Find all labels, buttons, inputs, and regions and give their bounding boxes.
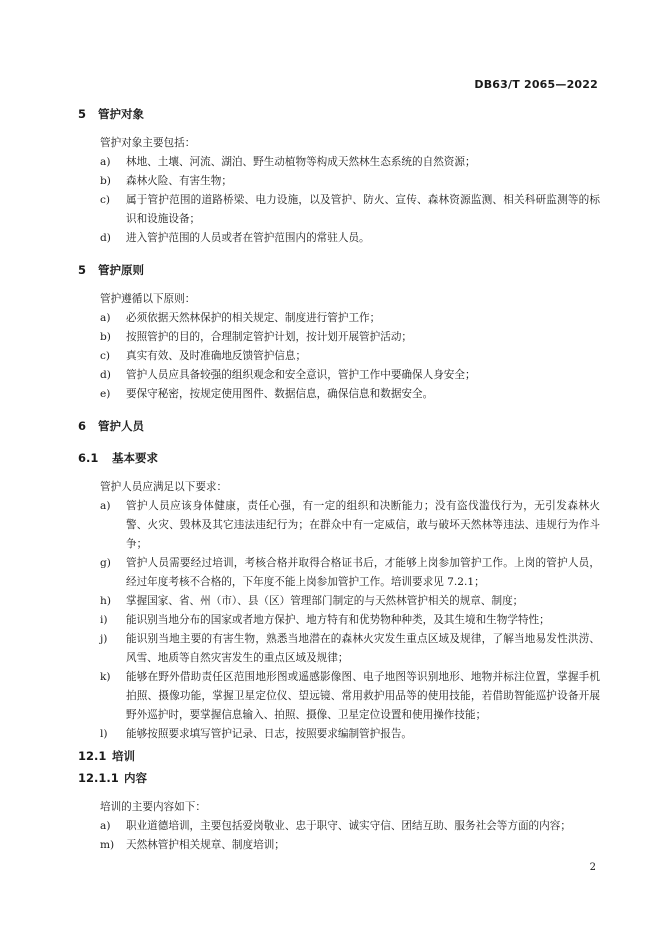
standard-code: DB63/T 2065—2022 bbox=[474, 78, 598, 91]
section-intro: 培训的主要内容如下： bbox=[100, 801, 206, 813]
list-text: 能够在野外借助责任区范围地形图或遥感影像图、电子地图等识别地形、地物并标注位置，掌握手机拍照、摄像功能，掌握卫星定位仪、望远镜、常用救护用品等的使用技能，若借助智能巡护设备开展野外巡护时，要掌握信息输入、拍照、摄像、卫星定位设置和使用操作技能； bbox=[126, 671, 600, 721]
list-label: b) bbox=[100, 175, 111, 187]
list-item bbox=[78, 611, 600, 630]
list-text: 林地、土壤、河流、湖泊、野生动植物等构成天然林生态系统的自然资源； bbox=[126, 156, 476, 168]
list-label: c) bbox=[100, 194, 111, 206]
list-item bbox=[78, 347, 600, 366]
list-item bbox=[78, 554, 600, 592]
subsection-heading bbox=[78, 746, 600, 766]
list-text: 进入管护范围的人员或者在管护范围内的常驻人员。 bbox=[126, 232, 370, 244]
list-label: a) bbox=[100, 820, 111, 832]
list-item bbox=[78, 172, 600, 191]
list-label: e) bbox=[100, 388, 111, 400]
list-text: 森林火险、有害生物； bbox=[126, 175, 232, 187]
subsubsection-heading bbox=[78, 768, 600, 788]
list-label: k) bbox=[100, 671, 111, 683]
subsection-title: 培训 bbox=[112, 749, 135, 763]
list-text: 天然林管护相关规章、制度培训； bbox=[126, 839, 285, 851]
section-number: 5 bbox=[78, 263, 87, 277]
section-intro: 管护人员应满足以下要求： bbox=[100, 481, 228, 493]
list-item bbox=[78, 817, 600, 836]
document-body bbox=[78, 104, 600, 855]
list-label: b) bbox=[100, 331, 111, 343]
list-text: 管护人员应该身体健康，责任心强，有一定的组织和决断能力；没有盗伐滥伐行为，无引发森林火警、火灾、毁林及其它违法违纪行为；在群众中有一定威信，敢与破坏天然林等违法、违规行为作斗争； bbox=[126, 500, 600, 550]
section-title: 管护人员 bbox=[98, 419, 144, 433]
list-text: 真实有效、及时准确地反馈管护信息； bbox=[126, 350, 307, 362]
list-item bbox=[78, 668, 600, 725]
subsection-title: 基本要求 bbox=[112, 451, 158, 465]
list-label: c) bbox=[100, 350, 111, 362]
list-label: a) bbox=[100, 156, 111, 168]
subsubsection-number: 12.1.1 bbox=[78, 771, 119, 785]
section-title: 管护原则 bbox=[98, 263, 144, 277]
list-text: 必须依据天然林保护的相关规定、制度进行管护工作； bbox=[126, 312, 381, 324]
list-label: j) bbox=[100, 633, 108, 645]
list-text: 能识别当地分布的国家或者地方保护、地方特有和优势物种种类，及其生境和生物学特性； bbox=[126, 614, 550, 626]
list-item bbox=[78, 328, 600, 347]
list-item bbox=[78, 153, 600, 172]
subsection-heading bbox=[78, 448, 600, 468]
page-number: 2 bbox=[589, 862, 596, 873]
list-text: 要保守秘密，按规定使用图件、数据信息，确保信息和数据安全。 bbox=[126, 388, 434, 400]
list-text: 管护人员需要经过培训，考核合格并取得合格证书后，才能够上岗参加管护工作。上岗的管护人员，经过年度考核不合格的，下年度不能上岗参加管护工作。培训要求见 7.2.1； bbox=[126, 557, 600, 588]
subsection-number: 12.1 bbox=[78, 749, 107, 763]
subsection-number: 6.1 bbox=[78, 451, 99, 465]
list-item bbox=[78, 592, 600, 611]
list-label: g) bbox=[100, 557, 111, 569]
list-item bbox=[78, 191, 600, 229]
list-label: i) bbox=[100, 614, 108, 626]
list-item bbox=[78, 497, 600, 554]
section-title: 管护对象 bbox=[98, 107, 144, 121]
list-item bbox=[78, 366, 600, 385]
section-intro: 管护对象主要包括： bbox=[100, 137, 196, 149]
subsubsection-title: 内容 bbox=[124, 771, 147, 785]
list-label: d) bbox=[100, 369, 111, 381]
section-intro: 管护遵循以下原则： bbox=[100, 293, 196, 305]
list-text: 按照管护的目的，合理制定管护计划，按计划开展管护活动； bbox=[126, 331, 413, 343]
list-item bbox=[78, 229, 600, 248]
list-item bbox=[78, 630, 600, 668]
list-label: l) bbox=[100, 728, 108, 740]
list-item bbox=[78, 385, 600, 404]
section-heading bbox=[78, 416, 600, 436]
list-label: h) bbox=[100, 595, 111, 607]
list-item bbox=[78, 836, 600, 855]
list-item bbox=[78, 725, 600, 744]
list-text: 职业道德培训，主要包括爱岗敬业、忠于职守、诚实守信、团结互助、服务社会等方面的内容； bbox=[126, 820, 571, 832]
list-text: 能识别当地主要的有害生物，熟悉当地潜在的森林火灾发生重点区域及规律，了解当地易发性洪涝、风雪、地质等自然灾害发生的重点区域及规律； bbox=[126, 633, 600, 664]
list-text: 掌握国家、省、州（市）、县（区）管理部门制定的与天然林管护相关的规章、制度； bbox=[126, 595, 524, 607]
list-item bbox=[78, 309, 600, 328]
list-label: d) bbox=[100, 232, 111, 244]
list-label: a) bbox=[100, 500, 111, 512]
section-heading bbox=[78, 104, 600, 124]
list-text: 能够按照要求填写管护记录、日志，按照要求编制管护报告。 bbox=[126, 728, 413, 740]
list-label: m) bbox=[100, 839, 115, 851]
list-text: 管护人员应具备较强的组织观念和安全意识，管护工作中要确保人身安全； bbox=[126, 369, 476, 381]
section-number: 5 bbox=[78, 107, 87, 121]
list-label: a) bbox=[100, 312, 111, 324]
section-number: 6 bbox=[78, 419, 87, 433]
list-text: 属于管护范围的道路桥梁、电力设施，以及管护、防火、宣传、森林资源监测、相关科研监测等的标识和设施设备； bbox=[126, 194, 600, 225]
section-heading bbox=[78, 260, 600, 280]
